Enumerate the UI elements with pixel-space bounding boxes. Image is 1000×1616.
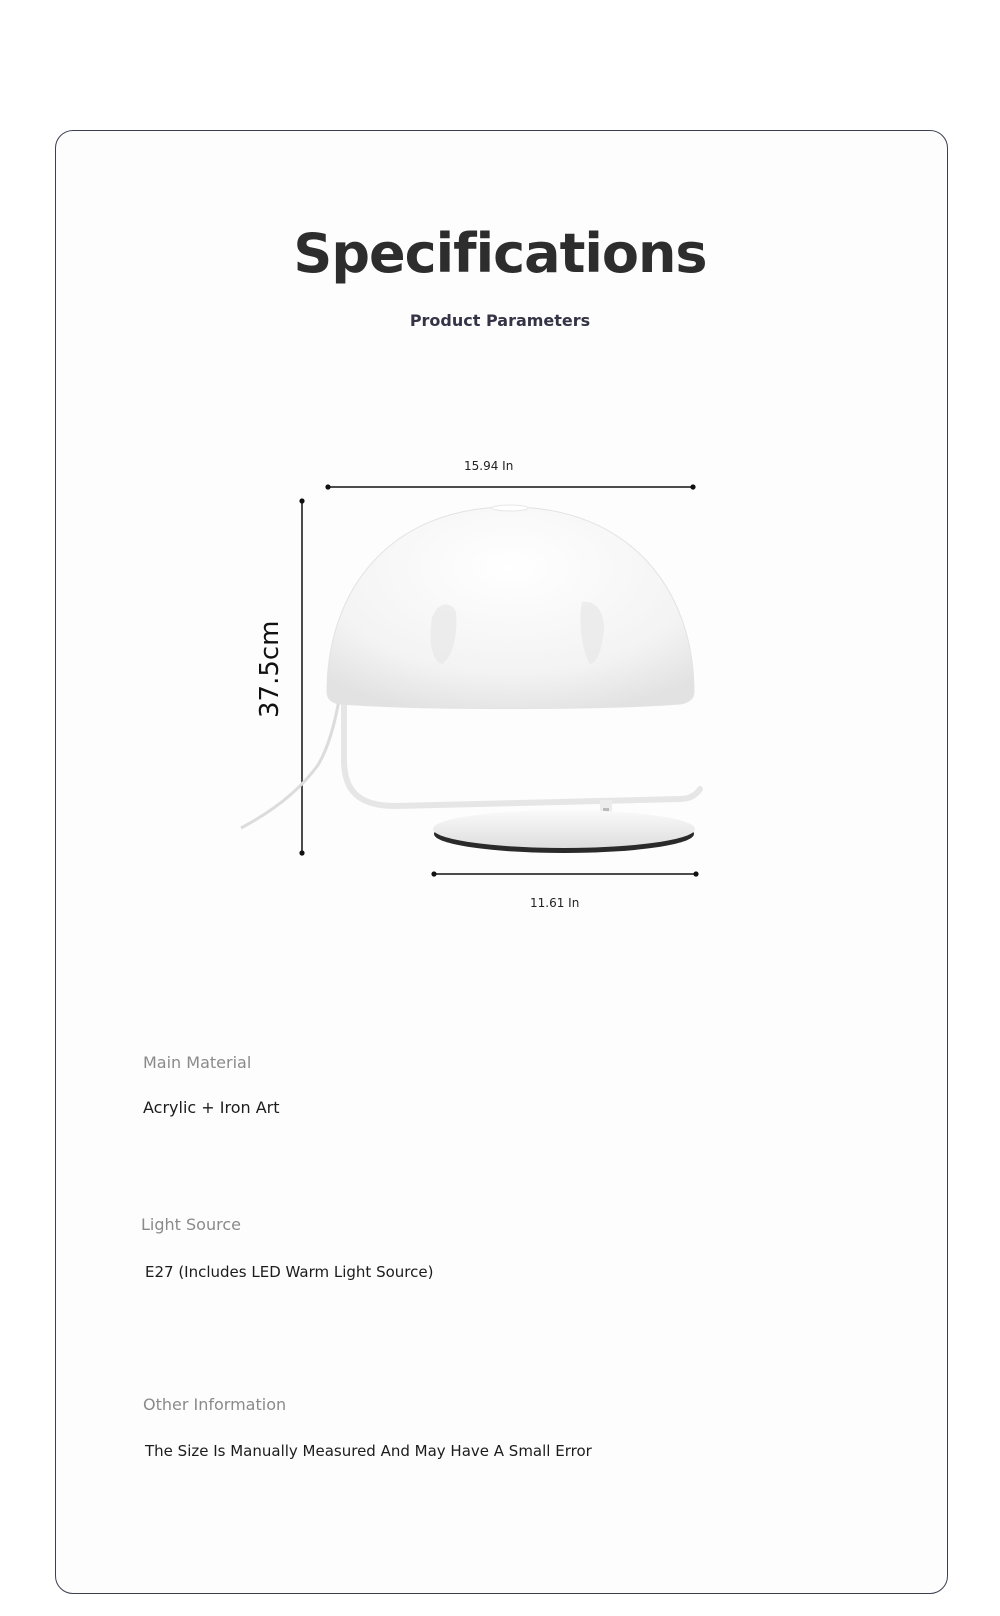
main-material-value: Acrylic + Iron Art — [143, 1098, 280, 1117]
top-width-dimension-line — [325, 484, 695, 489]
height-dimension-line — [299, 498, 304, 855]
light-source-label: Light Source — [141, 1215, 241, 1234]
other-information-label: Other Information — [143, 1395, 287, 1414]
height-label: 37.5cm — [255, 620, 285, 718]
main-material-label: Main Material — [143, 1053, 252, 1072]
lamp-shade — [327, 505, 694, 709]
page-subtitle: Product Parameters — [409, 311, 591, 330]
base-width-dimension-line — [431, 871, 698, 876]
light-source-value: E27 (Includes LED Warm Light Source) — [145, 1263, 434, 1281]
page-title: Specifications — [293, 222, 707, 285]
other-information-value: The Size Is Manually Measured And May Have A Small Error — [145, 1442, 592, 1460]
base-width-label: 11.61 In — [530, 896, 580, 910]
top-width-label: 15.94 In — [464, 459, 514, 473]
lamp-arm — [344, 697, 700, 806]
lamp-base — [433, 810, 695, 853]
